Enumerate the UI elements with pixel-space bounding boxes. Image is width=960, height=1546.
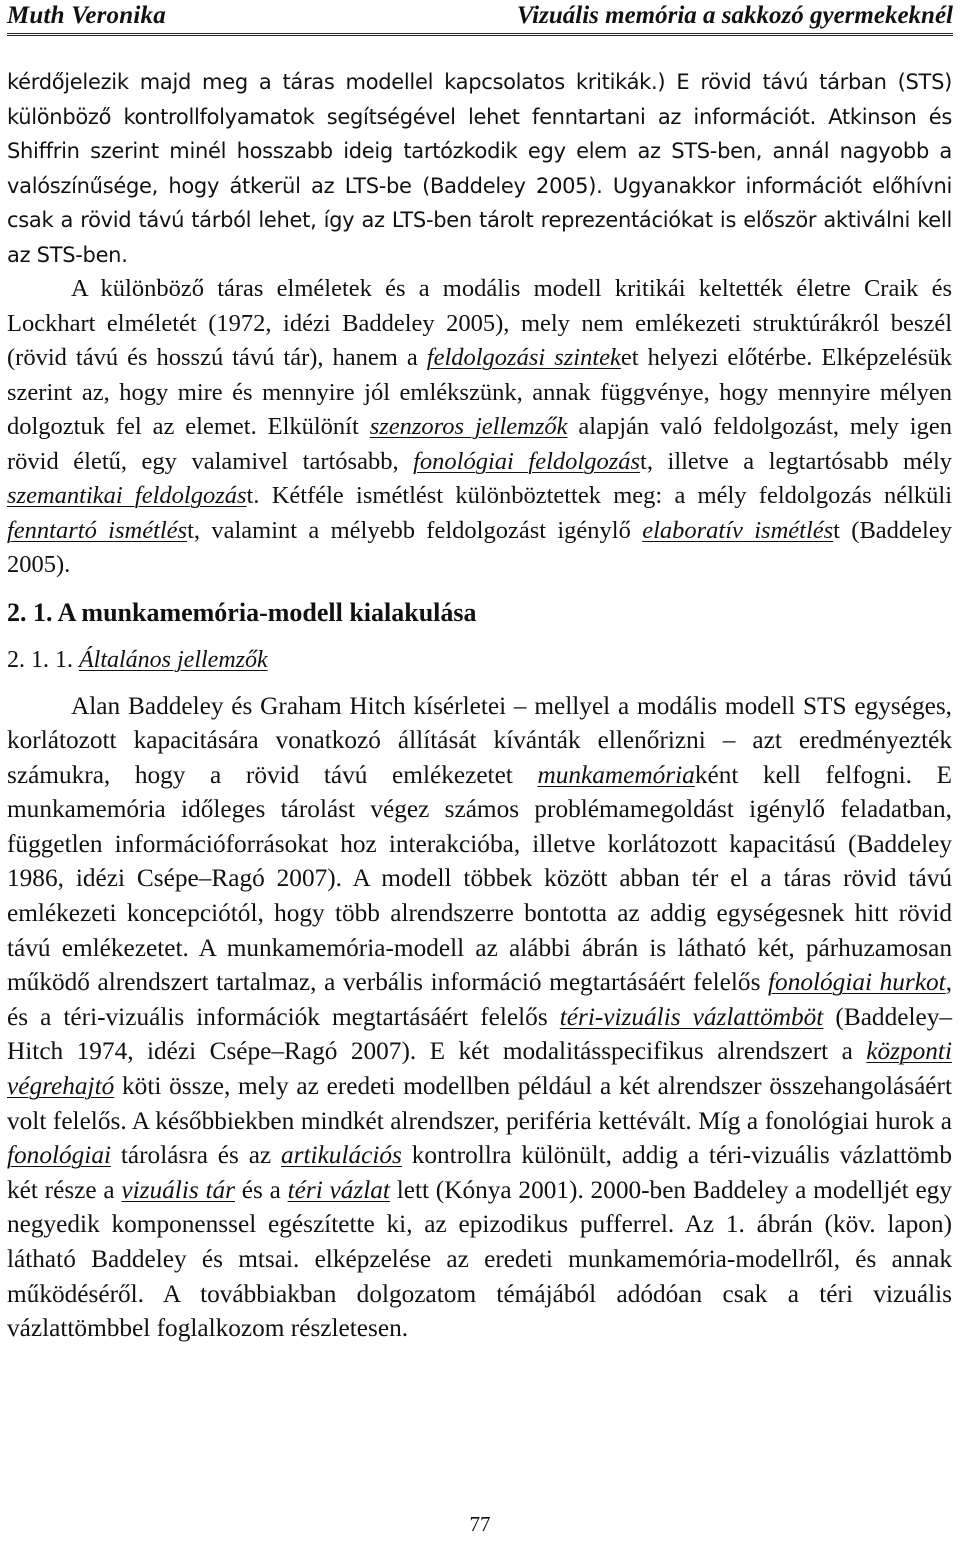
text-run: ként kell felfogni. E munkamemória időleges tárolást végez számos problémamegoldást igénylő feladatban, független információforrásokat hoz interakcióba, illetve korlátozott kapacitású (Baddeley 1986, idézi Csépe–Ragó 2007). A modell többek között abban tér el a táras rövid távú emlékezeti koncepciótól, hogy több alrendszerre bontotta az addig egységesnek hitt rövid távú emlékezetet. A munkamemória-modell az alábbi ábrán is látható két, párhuzamosan működő alrendszert tartalmaz, a verbális információ megtartásáért felelős xyxy=(7,760,952,997)
emphasis-term: fonológiai hurkot xyxy=(768,968,946,997)
subsection-title: Általános jellemzők xyxy=(79,646,268,673)
text-run: alapján való feldolgozást, mely igen rövid életű, egy valamivel tartósabb, xyxy=(7,413,952,475)
emphasis-term: fonológiai xyxy=(7,1141,112,1170)
paragraph-2 xyxy=(7,272,952,583)
emphasis-term: téri vázlat xyxy=(287,1175,390,1204)
header-author: Muth Veronika xyxy=(7,2,166,29)
emphasis-term: szemantikai feldolgozás xyxy=(7,482,247,509)
text-run: t. Kétféle ismétlést különböztettek meg: a mély feldolgozás nélküli xyxy=(246,482,952,509)
text-run: , és a téri-vizuális információk megtartásáért felelős xyxy=(7,968,953,1031)
emphasis-term: szenzoros jellemzők xyxy=(369,413,568,440)
text-run: lett (Kónya 2001). 2000-ben Baddeley a modelljét egy negyedik komponenssel egészítette ki, az epizodikus pufferrel. Az 1. ábrán (köv. lapon) látható Baddeley és mtsai. elképzelése az eredeti munkamemória-modellről, és annak működéséről. A továbbiakban dolgozatom témájából adódóan csak a téri vizuális vázlattömbbel foglalkozom részletesen. xyxy=(7,1175,952,1343)
text-run: t, valamint a mélyebb feldolgozást igénylő xyxy=(187,516,643,544)
header-title: Vizuális memória a sakkozó gyermekeknél xyxy=(516,2,953,29)
emphasis-term: téri-vizuális vázlattömböt xyxy=(559,1002,824,1031)
text-run: kontrollra különült, addig a téri-vizuális vázlattömb két része a xyxy=(7,1141,952,1204)
page-number: 77 xyxy=(469,1512,491,1536)
paragraph-3 xyxy=(7,689,952,1346)
text-run: köti össze, mely az eredeti modellben például a két alrendszer összehangolásáért volt felelős. A későbbiekben mindkét alrendszer, periféria kettévált. Míg a fonológiai hurok a xyxy=(7,1072,952,1135)
emphasis-term: fonológiai feldolgozás xyxy=(413,447,641,475)
text-run: t (Baddeley 2005). xyxy=(7,516,952,578)
text-run: et helyezi előtérbe. Elképzelésük szerint az, hogy mire és mennyire jól emlékszünk, annak függvénye, hogy mennyire mélyen dolgoztuk fel az elemet. Elkülönít xyxy=(7,344,952,440)
emphasis-term: fenntartó ismétlés xyxy=(7,516,188,544)
text-run: és a xyxy=(235,1175,288,1204)
subsection-heading xyxy=(7,641,952,679)
text-run: t, illetve a legtartósabb mély xyxy=(640,447,953,475)
paragraph-1-text: kérdőjelezik majd meg a táras modellel kapcsolatos kritikák.) E rövid távú tárban (STS) különböző kontrollfolyamatok segítségével lehet fenntartani az információt. Atkinson és Shiffrin szerint minél hosszabb ideig tartózkodik egy elem az STS-ben, annál nagyobb a valószínűsége, hogy átkerül az LTS-be (Baddeley 2005). Ugyanakkor információt előhívni csak a rövid távú tárból lehet, így az LTS-ben tárolt reprezentációkat is először aktiválni kell az STS-ben. xyxy=(7,70,952,267)
emphasis-term: artikulációs xyxy=(281,1141,402,1170)
page-body xyxy=(7,65,952,1346)
emphasis-term: vizuális tár xyxy=(121,1175,235,1204)
subsection-number: 2. 1. 1. xyxy=(7,646,79,673)
page-header xyxy=(7,0,953,36)
emphasis-term: munkamemória xyxy=(537,760,695,789)
paragraph-1 xyxy=(7,65,952,272)
text-run: (Baddeley–Hitch 1974, idézi Csépe–Ragó 2007). E két modalitásspecifikus alrendszert a xyxy=(7,1002,952,1066)
emphasis-term: elaboratív ismétlés xyxy=(642,516,834,544)
emphasis-term: feldolgozási szintek xyxy=(426,344,621,371)
section-heading: 2. 1. A munkamemória-modell kialakulása xyxy=(7,597,477,627)
text-run: tárolásra és az xyxy=(111,1141,282,1170)
emphasis-term: központi végrehajtó xyxy=(7,1037,952,1101)
text-run: A különböző táras elméletek és a modális modell kritikái keltették életre Craik és Lockhart elméletét (1972, idézi Baddeley 2005), mely nem emlékezeti struktúrákról beszél (rövid távú és hosszú távú tár), hanem a xyxy=(7,275,952,371)
text-run: Alan Baddeley és Graham Hitch kísérletei – mellyel a modális modell STS egységes, korlátozott kapacitására vonatkozó állítását kívánták ellenőrizni – azt eredményezték számukra, hogy a rövid távú emlékezetet xyxy=(7,691,952,789)
